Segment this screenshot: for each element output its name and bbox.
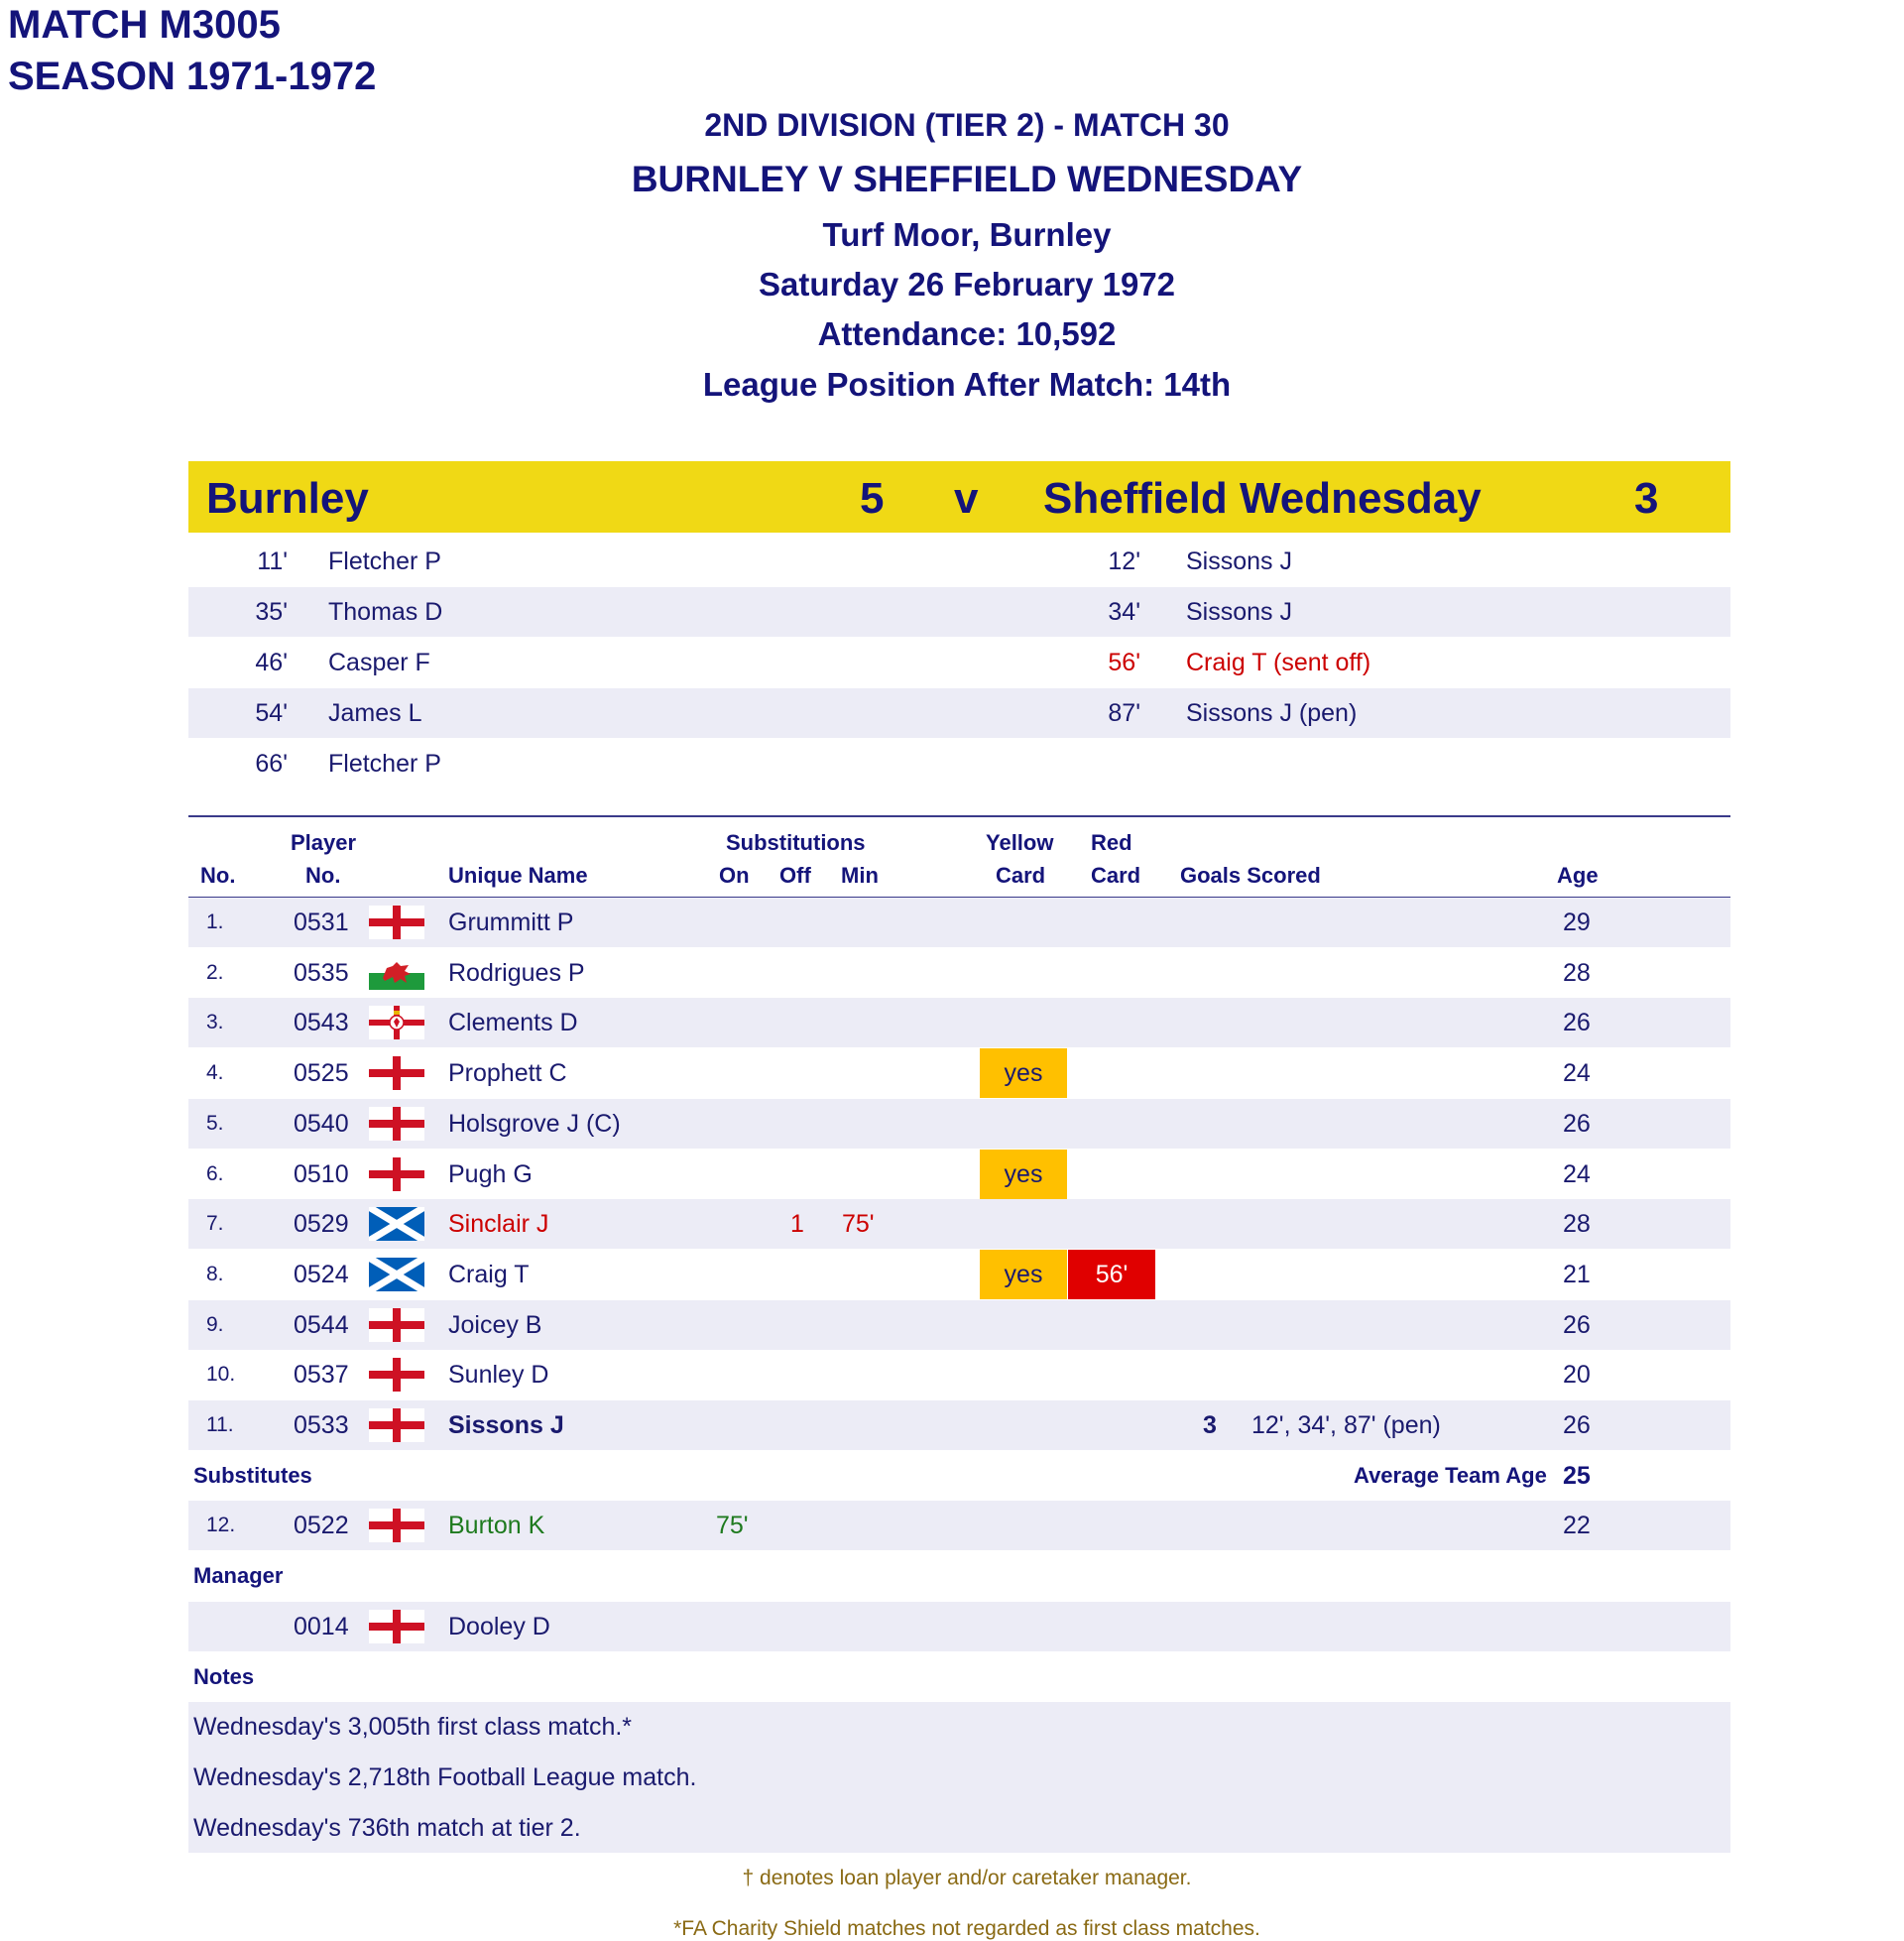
col-red: Red xyxy=(1091,830,1132,855)
shirt-number: 5. xyxy=(206,1111,224,1135)
player-name: Grummitt P xyxy=(448,909,574,936)
scotland-flag-icon xyxy=(369,1207,424,1241)
home-event-scorer: James L xyxy=(328,699,422,727)
player-number: 0524 xyxy=(294,1260,349,1288)
away-event-text: Sissons J xyxy=(1186,547,1292,575)
player-number: 0533 xyxy=(294,1411,349,1439)
away-event-text: Sissons J xyxy=(1186,598,1292,626)
england-flag-icon xyxy=(369,1509,424,1542)
shirt-number: 8. xyxy=(206,1262,224,1285)
england-flag-icon xyxy=(369,1358,424,1392)
fixture-title: BURNLEY V SHEFFIELD WEDNESDAY xyxy=(631,159,1303,199)
substitutes-label: Substitutes xyxy=(193,1462,312,1488)
home-event-minute: 54' xyxy=(255,699,288,727)
shirt-number: 6. xyxy=(206,1161,224,1185)
player-age: 22 xyxy=(1563,1512,1591,1540)
col-yellow-card: Card xyxy=(996,863,1046,888)
home-event-minute: 11' xyxy=(257,547,288,575)
sub-minute: 75' xyxy=(842,1210,875,1239)
home-event-scorer: Fletcher P xyxy=(328,750,441,778)
sub-on-minute: 75' xyxy=(716,1512,749,1540)
yellow-card-cell: yes xyxy=(980,1048,1067,1098)
away-event-text: Craig T (sent off) xyxy=(1186,649,1371,676)
col-on: On xyxy=(719,863,750,888)
player-age: 21 xyxy=(1563,1260,1591,1288)
note-line: Wednesday's 736th match at tier 2. xyxy=(193,1813,581,1842)
player-name: Craig T xyxy=(448,1260,530,1288)
player-number: 0537 xyxy=(294,1361,349,1390)
player-age: 29 xyxy=(1563,909,1591,936)
goal-times: 12', 34', 87' (pen) xyxy=(1251,1411,1441,1439)
col-off: Off xyxy=(779,863,811,888)
shirt-number: 9. xyxy=(206,1312,224,1336)
player-number: 0510 xyxy=(294,1159,349,1188)
away-event-text: Sissons J (pen) xyxy=(1186,699,1358,727)
shirt-number: 7. xyxy=(206,1212,224,1236)
player-age: 28 xyxy=(1563,1210,1591,1239)
player-number: 0531 xyxy=(294,909,349,936)
player-number: 0522 xyxy=(294,1512,349,1540)
shirt-number: 12. xyxy=(206,1514,236,1537)
goals-count: 3 xyxy=(1203,1411,1217,1439)
manager-label: Manager xyxy=(193,1563,284,1589)
england-flag-icon xyxy=(369,1107,424,1141)
col-substitutions: Substitutions xyxy=(726,830,866,855)
red-card-cell: 56' xyxy=(1068,1250,1155,1299)
player-name: Pugh G xyxy=(448,1159,533,1188)
shirt-number: 10. xyxy=(206,1363,236,1387)
wales-flag-icon xyxy=(369,956,424,990)
player-age: 26 xyxy=(1563,1109,1591,1138)
away-event-minute: 34' xyxy=(1108,598,1140,626)
col-age: Age xyxy=(1557,863,1599,888)
player-name: Burton K xyxy=(448,1512,545,1540)
home-event-scorer: Casper F xyxy=(328,649,430,676)
shirt-number: 1. xyxy=(206,910,224,933)
player-name: Holsgrove J (C) xyxy=(448,1109,621,1138)
home-event-scorer: Thomas D xyxy=(328,598,443,626)
player-age: 26 xyxy=(1563,1310,1591,1339)
shirt-number: 4. xyxy=(206,1061,224,1085)
england-flag-icon xyxy=(369,1408,424,1442)
note-line: Wednesday's 2,718th Football League match. xyxy=(193,1762,697,1791)
manager-name: Dooley D xyxy=(448,1612,550,1640)
shirt-number: 3. xyxy=(206,1011,224,1034)
player-age: 26 xyxy=(1563,1411,1591,1439)
player-number: 0540 xyxy=(294,1109,349,1138)
col-player: Player xyxy=(291,830,357,855)
player-number: 0529 xyxy=(294,1210,349,1239)
league-position: League Position After Match: 14th xyxy=(702,366,1232,403)
notes-label: Notes xyxy=(193,1663,255,1689)
scotland-flag-icon xyxy=(369,1258,424,1291)
player-age: 20 xyxy=(1563,1361,1591,1390)
player-number: 0525 xyxy=(294,1059,349,1088)
score-bar xyxy=(188,461,1730,533)
away-team-name: Sheffield Wednesday xyxy=(1043,474,1482,523)
away-score: 3 xyxy=(1634,474,1659,523)
footnote-line: *FA Charity Shield matches not regarded as first class matches. xyxy=(673,1917,1260,1940)
player-name: Sissons J xyxy=(448,1411,564,1439)
sub-off-marker: 1 xyxy=(790,1210,804,1239)
home-event-minute: 35' xyxy=(255,598,288,626)
table-top-divider xyxy=(188,815,1730,817)
home-team-name: Burnley xyxy=(206,474,369,523)
average-age-value: 25 xyxy=(1563,1461,1591,1490)
col-red-card: Card xyxy=(1091,863,1141,888)
player-name: Sunley D xyxy=(448,1361,549,1390)
col-yellow: Yellow xyxy=(986,830,1054,855)
england-flag-icon xyxy=(369,1157,424,1191)
venue: Turf Moor, Burnley xyxy=(822,216,1112,253)
shirt-number: 2. xyxy=(206,960,224,984)
player-age: 28 xyxy=(1563,958,1591,987)
away-event-minute: 87' xyxy=(1108,699,1140,727)
england-flag-icon xyxy=(369,906,424,939)
player-name: Prophett C xyxy=(448,1059,567,1088)
northern-ireland-flag-icon xyxy=(369,1006,424,1039)
player-age: 24 xyxy=(1563,1159,1591,1188)
competition-title: 2ND DIVISION (TIER 2) - MATCH 30 xyxy=(704,107,1230,143)
england-flag-icon xyxy=(369,1056,424,1090)
col-min: Min xyxy=(841,863,879,888)
match-date: Saturday 26 February 1972 xyxy=(758,266,1176,303)
player-number: 0543 xyxy=(294,1009,349,1037)
player-name: Rodrigues P xyxy=(448,958,585,987)
col-unique-name: Unique Name xyxy=(448,863,588,888)
player-age: 24 xyxy=(1563,1059,1591,1088)
col-no: No. xyxy=(200,863,236,888)
col-player-no: No. xyxy=(305,863,341,888)
player-number: 0535 xyxy=(294,958,349,987)
yellow-card-cell: yes xyxy=(980,1250,1067,1299)
england-flag-icon xyxy=(369,1610,424,1643)
away-event-minute: 12' xyxy=(1108,547,1140,575)
away-event-minute: 56' xyxy=(1108,649,1140,676)
home-event-scorer: Fletcher P xyxy=(328,547,441,575)
player-name: Joicey B xyxy=(448,1310,542,1339)
player-name: Sinclair J xyxy=(448,1210,549,1239)
average-age-label: Average Team Age xyxy=(1354,1462,1547,1488)
england-flag-icon xyxy=(369,1308,424,1342)
player-name: Clements D xyxy=(448,1009,578,1037)
home-score: 5 xyxy=(860,474,885,523)
shirt-number: 11. xyxy=(206,1413,234,1436)
player-number: 0544 xyxy=(294,1310,349,1339)
player-age: 26 xyxy=(1563,1009,1591,1037)
footnote-line: † denotes loan player and/or caretaker manager. xyxy=(742,1867,1192,1890)
manager-number: 0014 xyxy=(294,1612,349,1640)
attendance: Attendance: 10,592 xyxy=(817,315,1117,352)
yellow-card-cell: yes xyxy=(980,1150,1067,1199)
season: SEASON 1971-1972 xyxy=(8,55,377,98)
match-id: MATCH M3005 xyxy=(8,3,281,47)
home-event-minute: 46' xyxy=(255,649,288,676)
home-event-minute: 66' xyxy=(255,750,288,778)
col-goals-scored: Goals Scored xyxy=(1180,863,1321,888)
versus-label: v xyxy=(954,474,979,523)
note-line: Wednesday's 3,005th first class match.* xyxy=(193,1713,633,1742)
